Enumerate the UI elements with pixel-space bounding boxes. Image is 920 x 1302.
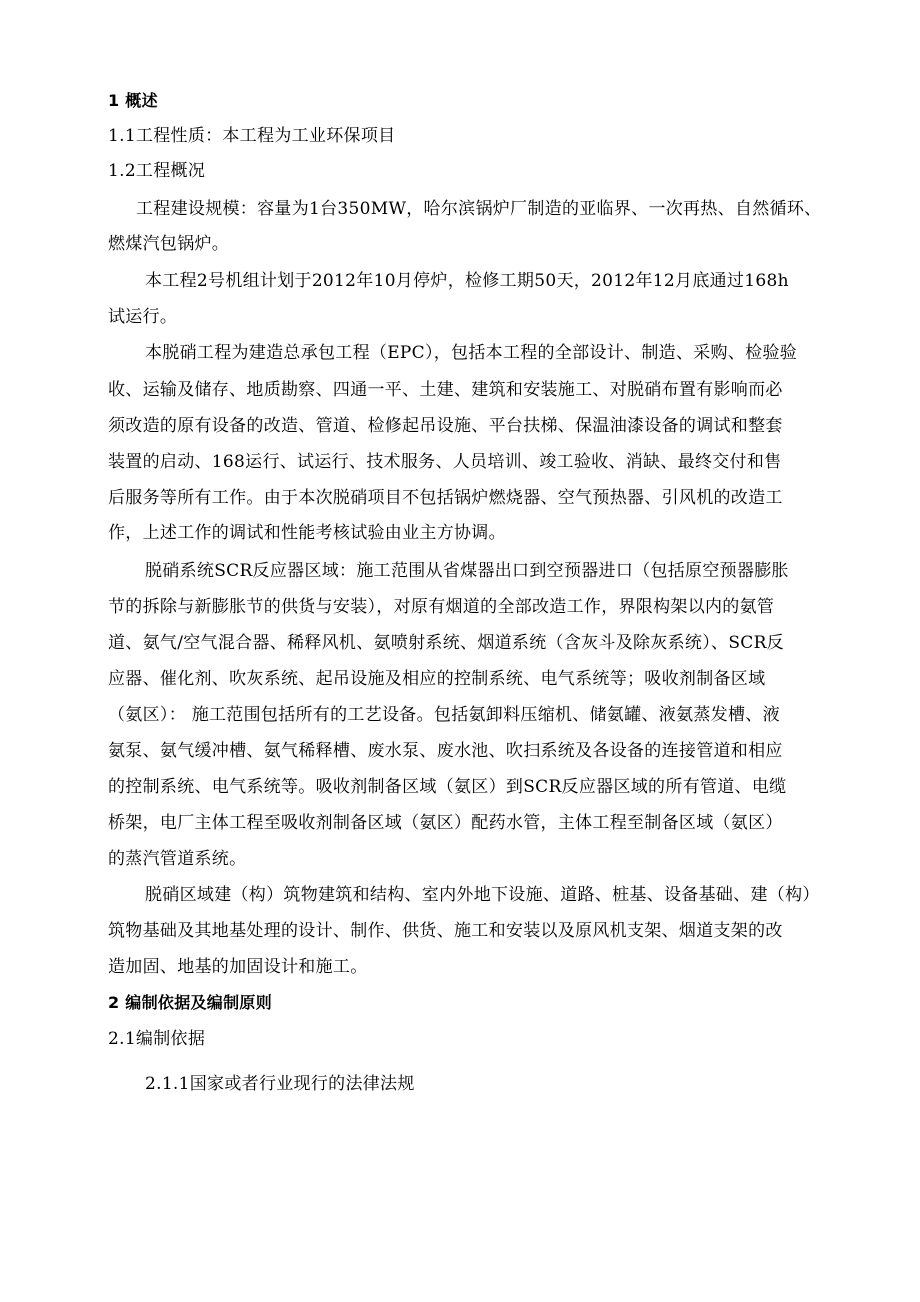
heading-overview: 1 概述 bbox=[108, 91, 158, 110]
p4-line-8: 桥架，电厂主体工程至吸收剂制备区域（氨区）配药水管，主体工程至制备区域（氨区） bbox=[108, 813, 783, 833]
p2-line-2: 试运行。 bbox=[108, 307, 178, 327]
section-2-1: 2.1编制依据 bbox=[108, 1029, 206, 1049]
p5-line-2: 筑物基础及其地基处理的设计、制作、供货、施工和安装以及原风机支架、烟道支架的改 bbox=[108, 921, 783, 941]
p2-line-1: 本工程2号机组计划于2012年10月停炉，检修工期50天，2012年12月底通过168h bbox=[145, 271, 789, 291]
p1-line-1: 工程建设规模：容量为1台350MW，哈尔滨锅炉厂制造的亚临界、一次再热、自然循环、 bbox=[136, 199, 822, 219]
p4-line-1: 脱硝系统SCR反应器区域：施工范围从省煤器出口到空预器进口（包括原空预器膨胀 bbox=[145, 561, 789, 581]
p3-line-1: 本脱硝工程为建造总承包工程（EPC），包括本工程的全部设计、制造、采购、检验验 bbox=[145, 343, 798, 363]
p3-line-6: 作，上述工作的调试和性能考核试验由业主方协调。 bbox=[108, 523, 506, 543]
section-1-2: 1.2工程概况 bbox=[108, 161, 206, 181]
p4-line-9: 的蒸汽管道系统。 bbox=[108, 849, 247, 869]
heading-basis: 2 编制依据及编制原则 bbox=[108, 993, 273, 1012]
section-2-1-1: 2.1.1国家或者行业现行的法律法规 bbox=[145, 1074, 415, 1094]
p3-line-4: 装置的启动、168运行、试运行、技术服务、人员培训、竣工验收、消缺、最终交付和售 bbox=[108, 452, 782, 472]
p3-line-3: 须改造的原有设备的改造、管道、检修起吊设施、平台扶梯、保温油漆设备的调试和整套 bbox=[108, 416, 783, 436]
section-1-1: 1.1工程性质：本工程为工业环保项目 bbox=[108, 126, 396, 146]
p4-line-2: 节的拆除与新膨胀节的供货与安装），对原有烟道的全部改造工作，界限构架以内的氨管 bbox=[108, 597, 775, 617]
p1-line-2: 燃煤汽包锅炉。 bbox=[108, 234, 230, 254]
p3-line-5: 后服务等所有工作。由于本次脱硝项目不包括锅炉燃烧器、空气预热器、引风机的改造工 bbox=[108, 488, 783, 508]
p4-line-4: 应器、催化剂、吹灰系统、起吊设施及相应的控制系统、电气系统等；吸收剂制备区域 bbox=[108, 669, 766, 689]
p4-line-3: 道、氨气/空气混合器、稀释风机、氨喷射系统、烟道系统（含灰斗及除灰系统）、SCR反 bbox=[108, 633, 784, 653]
p5-line-3: 造加固、地基的加固设计和施工。 bbox=[108, 957, 368, 977]
p5-line-1: 脱硝区域建（构）筑物建筑和结构、室内外地下设施、道路、桩基、设备基础、建（构） bbox=[145, 885, 820, 905]
p4-line-7: 的控制系统、电气系统等。吸收剂制备区域（氨区）到SCR反应器区域的所有管道、电缆 bbox=[108, 777, 787, 797]
p4-line-5: （氨区）： 施工范围包括所有的工艺设备。包括氨卸料压缩机、储氨罐、液氨蒸发槽、液 bbox=[108, 705, 780, 725]
p4-line-6: 氨泵、氨气缓冲槽、氨气稀释槽、废水泵、废水池、吹扫系统及各设备的连接管道和相应 bbox=[108, 741, 783, 761]
p3-line-2: 收、运输及储存、地质勘察、四通一平、土建、建筑和安装施工、对脱硝布置有影响而必 bbox=[108, 380, 783, 400]
